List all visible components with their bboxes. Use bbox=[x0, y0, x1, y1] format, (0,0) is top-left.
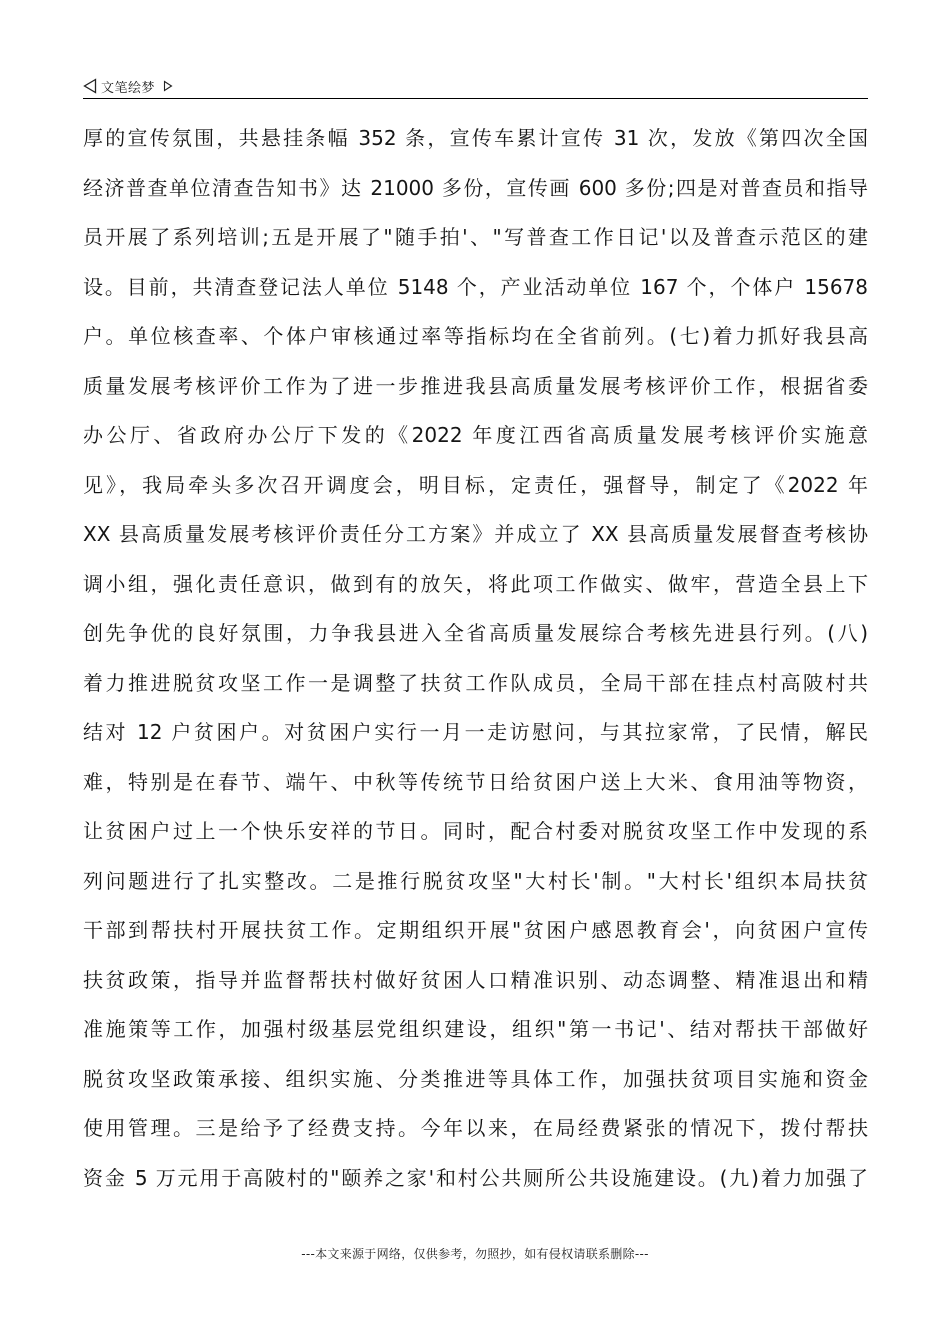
body-text-line: XX 县高质量发展考核评价责任分工方案》并成立了 XX 县高质量发展督查考核协 bbox=[83, 522, 868, 546]
page-footer: ---本文来源于网络，仅供参考，勿照抄，如有侵权请联系删除--- bbox=[301, 1247, 649, 1261]
body-text-line: 难，特别是在春节、端午、中秋等传统节日给贫困户送上大米、食用油等物资， bbox=[83, 769, 868, 794]
body-text-line: 见》，我局牵头多次召开调度会，明目标，定责任，强督导，制定了《2022 年 bbox=[83, 472, 868, 497]
triangle-left-outline-icon bbox=[83, 78, 97, 94]
body-text-line: 户。单位核查率、个体户审核通过率等指标均在全省前列。(七)着力抓好我县高 bbox=[83, 324, 868, 348]
document-body bbox=[83, 114, 868, 1203]
body-text-line: 让贫困户过上一个快乐安祥的节日。同时，配合村委对脱贫攻坚工作中发现的系 bbox=[83, 819, 868, 843]
body-text-line: 结对 12 户贫困户。对贫困户实行一月一走访慰问，与其拉家常，了民情，解民 bbox=[83, 720, 868, 744]
triangle-right-outline-icon bbox=[163, 77, 173, 89]
header-title: 文笔绘梦 bbox=[101, 80, 156, 96]
body-text-line: 着力推进脱贫攻坚工作一是调整了扶贫工作队成员，全局干部在挂点村高陂村共 bbox=[83, 670, 868, 695]
body-text-line: 厚的宣传氛围，共悬挂条幅 352 条，宣传车累计宣传 31 次，发放《第四次全国 bbox=[83, 126, 868, 150]
body-text-line: 调小组，强化责任意识，做到有的放矢，将此项工作做实、做牢，营造全县上下 bbox=[83, 571, 868, 596]
body-text-line: 准施策等工作，加强村级基层党组织建设，组织"第一书记'、结对帮扶干部做好 bbox=[83, 1017, 868, 1041]
body-text-line: 设。目前，共清查登记法人单位 5148 个，产业活动单位 167 个，个体户 15678 bbox=[83, 274, 868, 299]
body-text-line: 干部到帮扶村开展扶贫工作。定期组织开展"贫困户感恩教育会'，向贫困户宣传 bbox=[83, 918, 868, 942]
body-text-line: 脱贫攻坚政策承接、组织实施、分类推进等具体工作，加强扶贫项目实施和资金 bbox=[83, 1066, 868, 1091]
body-text-line: 质量发展考核评价工作为了进一步推进我县高质量发展考核评价工作，根据省委 bbox=[83, 373, 868, 398]
body-text-line: 办公厅、省政府办公厅下发的《2022 年度江西省高质量发展考核评价实施意 bbox=[83, 423, 868, 447]
body-text-line: 使用管理。三是给予了经费支持。今年以来，在局经费紧张的情况下，拨付帮扶 bbox=[83, 1116, 868, 1140]
body-text-line: 员开展了系列培训;五是开展了"随手拍'、"写普查工作日记'以及普查示范区的建 bbox=[83, 225, 868, 249]
body-text-line: 创先争优的良好氛围，力争我县进入全省高质量发展综合考核先进县行列。(八) bbox=[83, 621, 868, 645]
body-text-line: 资金 5 万元用于高陂村的"颐养之家'和村公共厕所公共设施建设。(九)着力加强了 bbox=[83, 1165, 868, 1190]
body-text-line: 列问题进行了扎实整改。二是推行脱贫攻坚"大村长'制。"大村长'组织本局扶贫 bbox=[83, 868, 868, 893]
body-text-line: 经济普查单位清查告知书》达 21000 多份，宣传画 600 多份;四是对普查员和指导 bbox=[83, 175, 868, 200]
body-text-line: 扶贫政策，指导并监督帮扶村做好贫困人口精准识别、动态调整、精准退出和精 bbox=[83, 967, 868, 992]
page-header bbox=[83, 74, 868, 99]
